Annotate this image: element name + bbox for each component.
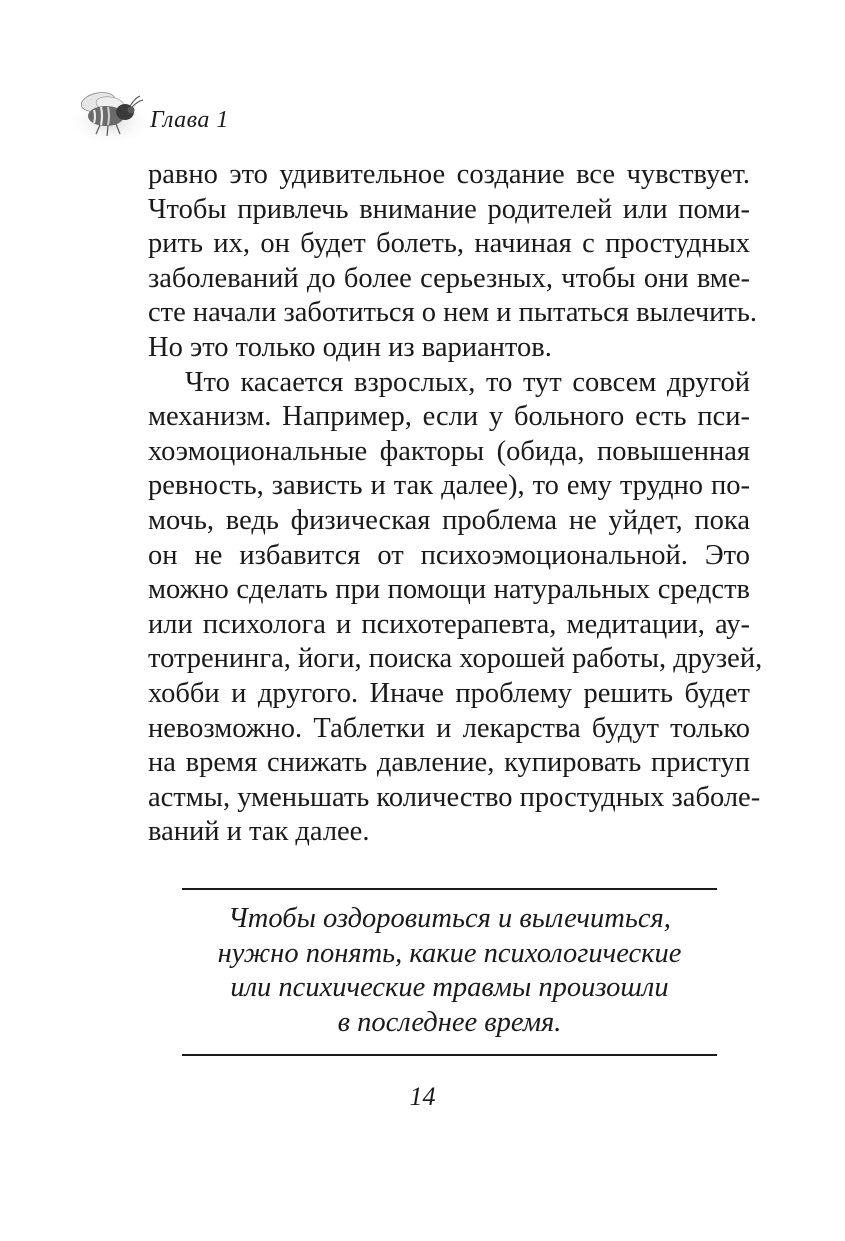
body-text	[148, 158, 763, 850]
page-number: 14	[409, 1082, 436, 1111]
body-line: астмы, уменьшать количество простудных заболе-	[148, 781, 761, 813]
body-line: невозможно. Таблетки и лекарства будут только	[148, 712, 750, 744]
body-line: тотренинга, йоги, поиска хорошей работы, друзей,	[148, 643, 763, 675]
body-line: Но это только один из вариантов.	[148, 331, 552, 363]
body-line: Чтобы привлечь внимание родителей или поми-	[148, 193, 750, 225]
pull-quote	[182, 888, 717, 1056]
quote-line: нужно понять, какие психологические	[217, 937, 682, 969]
body-line: Что касается взрослых, то тут совсем другой	[185, 366, 750, 398]
body-line: сте начали заботиться о нем и пытаться вылечить.	[148, 297, 757, 329]
body-line: хоэмоциональные факторы (обида, повышенная	[148, 435, 750, 467]
body-line: мочь, ведь физическая проблема не уйдет, пока	[148, 504, 750, 536]
body-line: равно это удивительное создание все чувствует.	[148, 159, 750, 190]
chapter-label: Глава 1	[150, 107, 229, 133]
bee-icon	[70, 82, 155, 147]
quote-line: или психические травмы произошли	[230, 972, 669, 1004]
body-line: ревность, зависть и так далее), то ему трудно по-	[148, 470, 750, 502]
body-line: на время снижать давление, купировать приступ	[148, 747, 750, 779]
body-line: рить их, он будет болеть, начиная с простудных	[148, 228, 750, 260]
quote-line: Чтобы оздоровиться и вылечиться,	[228, 903, 671, 934]
body-line: механизм. Например, если у больного есть пси-	[148, 401, 750, 433]
quote-bottom-rule	[182, 1054, 717, 1056]
running-head	[70, 82, 270, 152]
body-line: хобби и другого. Иначе проблему решить будет	[148, 677, 750, 709]
quote-line: в последнее время.	[337, 1006, 562, 1038]
body-line: заболеваний до более серьезных, чтобы они вме-	[148, 262, 750, 294]
body-line: или психолога и психотерапевта, медитации, ау-	[148, 608, 750, 640]
body-line: он не избавится от психоэмоциональной. Это	[148, 539, 750, 571]
body-line: можно сделать при помощи натуральных средств	[148, 574, 750, 606]
quote-text	[182, 890, 717, 1054]
body-line: ваний и так далее.	[148, 816, 370, 848]
